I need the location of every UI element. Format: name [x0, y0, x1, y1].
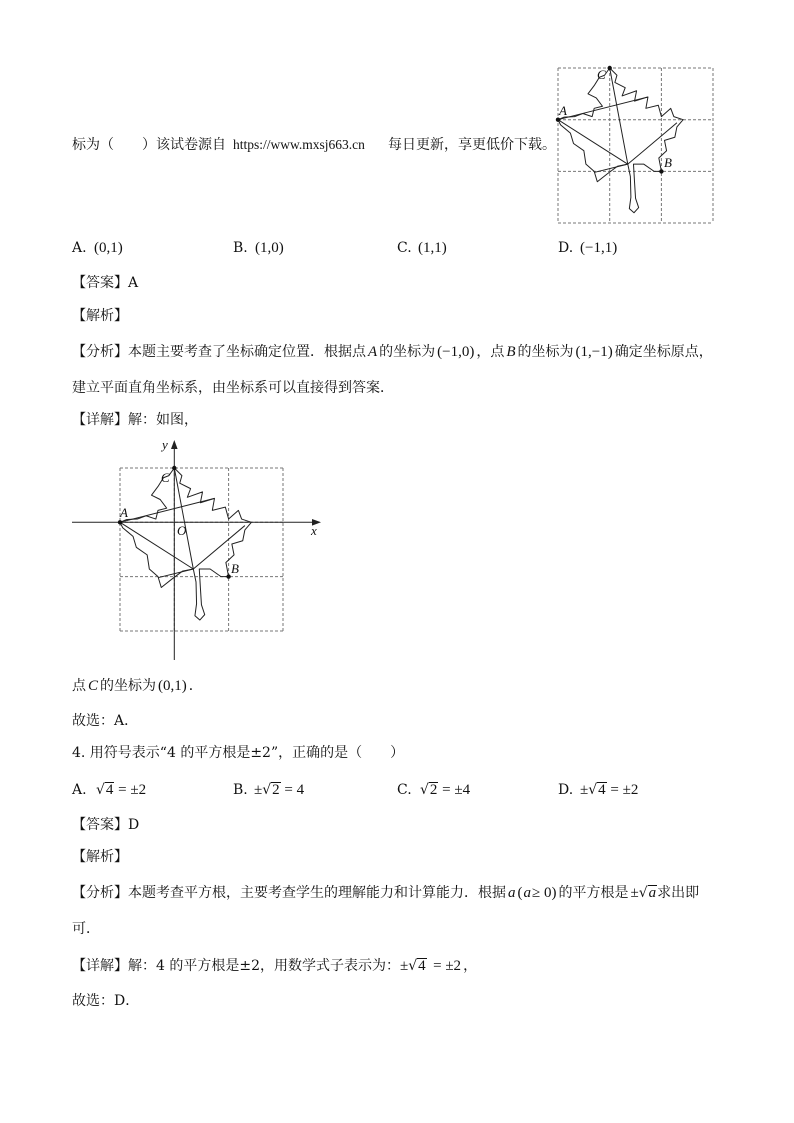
analysis-text: 的坐标为	[517, 344, 574, 360]
q3-option-a-value: (0,1)	[94, 240, 123, 256]
coord-c: (0,1)	[158, 678, 187, 694]
radical-sign: √	[588, 782, 598, 798]
label-a: A	[559, 103, 567, 118]
q3-figure-leaf-grid	[550, 60, 720, 230]
analysis-text: 求出即	[657, 885, 700, 901]
radicand: 4	[598, 782, 606, 798]
source-url: https://www.mxsj663.cn	[233, 137, 365, 152]
var-a: A	[368, 344, 378, 360]
label-a: A	[120, 505, 128, 520]
q4-stem: 4. 用符号表示“4 的平方根是±2”，正确的是（ ）	[72, 745, 405, 761]
point-c	[608, 66, 612, 70]
plus-minus: ±	[400, 958, 409, 974]
q4-option-d-expression	[578, 780, 640, 800]
source-note: 每日更新，享更低价下载。	[388, 137, 556, 153]
radicand: 2	[429, 782, 438, 798]
point-a	[118, 520, 122, 524]
radical	[262, 782, 280, 798]
radicand: 2	[272, 782, 280, 798]
q4-option-d-letter: D.	[558, 782, 574, 798]
prefix: ±	[254, 782, 263, 798]
paren-open: (	[517, 885, 523, 901]
expression-rest: = 4	[284, 782, 305, 798]
expression-rest: = ±2	[433, 958, 462, 974]
conclusion-text: ．	[188, 678, 203, 694]
prefix: ±	[580, 782, 589, 798]
var-a: a	[523, 885, 531, 901]
q4-option-b-expression	[252, 780, 306, 800]
label-origin: O	[177, 523, 187, 538]
detail-text: 解：4 的平方根是±2，用数学式子表示为：	[128, 958, 400, 974]
analysis-text: 本题主要考查了坐标确定位置．根据点	[128, 344, 366, 360]
x-axis	[72, 519, 321, 526]
q3-stem-tail	[72, 135, 556, 155]
label-b: B	[664, 155, 672, 170]
detail-text: 解：如图，	[128, 412, 198, 428]
label-b: B	[231, 561, 239, 576]
q4-option-b-letter: B.	[233, 782, 248, 798]
label-c: C	[161, 470, 170, 485]
radical-sign: √	[420, 782, 429, 798]
q4-answer	[72, 815, 139, 835]
analysis-text: 确定坐标原点，	[614, 344, 713, 360]
conclusion-text: 点	[72, 678, 86, 694]
q3-figure-coordinate-system	[60, 432, 330, 666]
point-b	[659, 169, 663, 173]
q4-option-a-expression	[94, 780, 148, 800]
q3-option-a-letter: A.	[72, 240, 87, 256]
analysis-text: 的平方根是	[558, 885, 629, 901]
point-a	[556, 118, 560, 122]
q3-choose: 故选：A．	[72, 713, 139, 729]
q4-analysis-line2: 可．	[72, 921, 100, 937]
q3-conclusion	[72, 676, 203, 696]
q3-option-c-value: (1,1)	[418, 240, 447, 256]
analysis-text: 的坐标为	[379, 344, 436, 360]
answer-tag: 【答案】	[72, 817, 128, 833]
maple-leaf	[558, 68, 683, 213]
var-c: C	[88, 678, 99, 694]
q3-stem-text: 标为（ ）该试卷源自	[72, 137, 226, 153]
q3-option-c-letter: C.	[397, 240, 412, 256]
radical-sign: √	[96, 782, 105, 798]
q3-option-d-value: (−1,1)	[580, 240, 618, 256]
radical	[588, 782, 606, 798]
q4-detail	[72, 956, 477, 976]
var-b: B	[506, 344, 516, 360]
expression-rest: = ±4	[442, 782, 471, 798]
var-a: a	[508, 885, 516, 901]
q3-options	[72, 238, 632, 258]
label-c: C	[597, 67, 606, 82]
detail-end: ，	[463, 958, 478, 974]
coord-a: (−1,0)	[437, 344, 475, 360]
radical-sign: √	[262, 782, 272, 798]
q4-option-c-expression	[418, 780, 472, 800]
answer-tag: 【答案】	[72, 275, 128, 291]
q3-analysis-line2: 建立平面直角坐标系，由坐标系可以直接得到答案．	[72, 380, 394, 396]
leaf-outline	[558, 68, 683, 213]
maple-leaf	[120, 468, 251, 620]
y-axis	[171, 440, 178, 660]
radicand: 4	[105, 782, 114, 798]
q3-option-b-value: (1,0)	[255, 240, 284, 256]
radicand: a	[648, 885, 657, 901]
conclusion-text: 的坐标为	[100, 678, 157, 694]
q3-option-d-letter: D.	[558, 240, 574, 256]
coord-b: (1,−1)	[575, 344, 613, 360]
q3-option-b-letter: B.	[233, 240, 248, 256]
radical-sign: √	[638, 885, 648, 901]
analysis-text: ，点	[476, 344, 505, 360]
radicand: 4	[418, 958, 426, 974]
answer-value: A	[128, 275, 139, 291]
q4-choose: 故选：D．	[72, 993, 140, 1009]
leaf-outline	[120, 468, 251, 620]
analysis-tag: 【分析】	[72, 885, 128, 901]
radical	[96, 782, 114, 798]
radical-sign: √	[408, 958, 418, 974]
label-x-axis: x	[311, 523, 317, 538]
q4-jiexi: 【解析】	[72, 849, 128, 865]
detail-tag: 【详解】	[72, 412, 128, 428]
radical	[408, 958, 426, 974]
radical	[420, 782, 438, 798]
condition: ≥ 0)	[532, 885, 557, 901]
detail-tag: 【详解】	[72, 958, 128, 974]
plus-minus: ±	[630, 885, 639, 901]
q4-options	[72, 780, 652, 800]
q3-detail	[72, 410, 198, 430]
analysis-tag: 【分析】	[72, 344, 128, 360]
expression-rest: = ±2	[610, 782, 639, 798]
radical	[639, 885, 657, 901]
q4-option-a-letter: A.	[72, 782, 87, 798]
q3-analysis-line1	[72, 342, 713, 362]
q3-jiexi: 【解析】	[72, 308, 128, 324]
q4-analysis-line1	[72, 883, 699, 903]
q3-answer	[72, 273, 138, 293]
label-y-axis: y	[162, 437, 168, 452]
expression-rest: = ±2	[118, 782, 147, 798]
q4-option-c-letter: C.	[397, 782, 412, 798]
point-c	[172, 466, 176, 470]
analysis-text: 本题考查平方根，主要考查学生的理解能力和计算能力．根据	[128, 885, 506, 901]
answer-value: D	[128, 817, 140, 833]
